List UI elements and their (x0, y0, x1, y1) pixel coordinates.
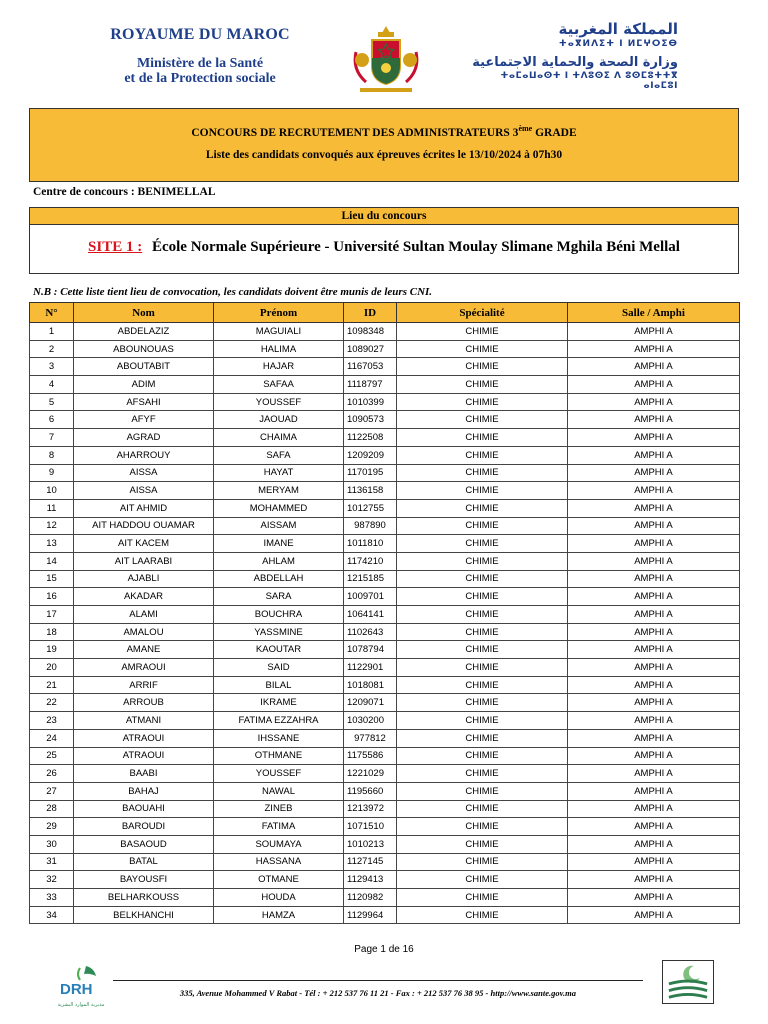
cell-specialite: CHIMIE (397, 358, 568, 376)
table-row (30, 482, 740, 500)
ministry-logo-icon (662, 960, 714, 1004)
cell-number: 29 (30, 818, 74, 836)
cell-nom: ARRIF (74, 676, 214, 694)
table-row (30, 429, 740, 447)
cell-id: 1136158 (344, 482, 397, 500)
cell-number: 9 (30, 464, 74, 482)
cell-specialite: CHIMIE (397, 835, 568, 853)
table-row (30, 765, 740, 783)
cell-specialite: CHIMIE (397, 623, 568, 641)
ministry-name-fr (100, 56, 300, 86)
cell-number: 2 (30, 340, 74, 358)
cell-number: 10 (30, 482, 74, 500)
royal-emblem-icon (348, 22, 424, 96)
cell-prenom: HAMZA (214, 906, 344, 924)
site-name: École Normale Supérieure - Université Sultan Moulay Slimane Mghila Béni Mellal (151, 239, 680, 255)
letterhead-arabic (468, 20, 678, 91)
cell-salle: AMPHI A (568, 446, 740, 464)
cell-prenom: BOUCHRA (214, 606, 344, 624)
cell-salle: AMPHI A (568, 889, 740, 907)
cell-nom: ARROUB (74, 694, 214, 712)
cell-prenom: SAFAA (214, 376, 344, 394)
page-number: Page 1 de 16 (354, 944, 414, 955)
table-row (30, 358, 740, 376)
cell-nom: AIT HADDOU OUAMAR (74, 517, 214, 535)
cell-specialite: CHIMIE (397, 853, 568, 871)
cell-nom: ABOUNOUAS (74, 340, 214, 358)
cell-nom: AHARROUY (74, 446, 214, 464)
cell-number: 27 (30, 782, 74, 800)
cell-salle: AMPHI A (568, 588, 740, 606)
cell-salle: AMPHI A (568, 782, 740, 800)
cell-id: 1122901 (344, 659, 397, 677)
cell-number: 26 (30, 765, 74, 783)
cell-salle: AMPHI A (568, 358, 740, 376)
cell-prenom: HASSANA (214, 853, 344, 871)
cell-nom: BAYOUSFI (74, 871, 214, 889)
cell-specialite: CHIMIE (397, 535, 568, 553)
cell-specialite: CHIMIE (397, 747, 568, 765)
cell-number: 32 (30, 871, 74, 889)
cell-nom: BAABI (74, 765, 214, 783)
table-row (30, 570, 740, 588)
cell-number: 8 (30, 446, 74, 464)
cell-id: 1213972 (344, 800, 397, 818)
cell-id: 1120982 (344, 889, 397, 907)
table-row (30, 853, 740, 871)
banner-title-sup: ème (518, 124, 533, 133)
cell-number: 22 (30, 694, 74, 712)
cell-specialite: CHIMIE (397, 570, 568, 588)
cell-id: 1011810 (344, 535, 397, 553)
cell-number: 14 (30, 552, 74, 570)
table-row (30, 340, 740, 358)
cell-id: 1209209 (344, 446, 397, 464)
table-row (30, 694, 740, 712)
cell-specialite: CHIMIE (397, 429, 568, 447)
exam-location-box (29, 207, 739, 274)
cell-id: 1102643 (344, 623, 397, 641)
cell-specialite: CHIMIE (397, 729, 568, 747)
candidates-table (29, 302, 740, 924)
cell-salle: AMPHI A (568, 464, 740, 482)
cell-id: 1129964 (344, 906, 397, 924)
table-row (30, 411, 740, 429)
cell-id: 1167053 (344, 358, 397, 376)
kingdom-name-ar: المملكة المغربية (558, 20, 678, 38)
cell-id: 1122508 (344, 429, 397, 447)
cell-prenom: ABDELLAH (214, 570, 344, 588)
cell-number: 30 (30, 835, 74, 853)
cell-number: 23 (30, 712, 74, 730)
table-body (30, 323, 740, 924)
column-header: Salle / Amphi (568, 303, 740, 323)
cell-prenom: FATIMA EZZAHRA (214, 712, 344, 730)
cell-salle: AMPHI A (568, 871, 740, 889)
cell-salle: AMPHI A (568, 482, 740, 500)
cell-number: 15 (30, 570, 74, 588)
cell-number: 34 (30, 906, 74, 924)
title-banner (29, 108, 739, 182)
column-header: Nom (74, 303, 214, 323)
cell-specialite: CHIMIE (397, 552, 568, 570)
cell-specialite: CHIMIE (397, 800, 568, 818)
cell-salle: AMPHI A (568, 623, 740, 641)
column-header: N° (30, 303, 74, 323)
cell-salle: AMPHI A (568, 765, 740, 783)
cell-salle: AMPHI A (568, 570, 740, 588)
cell-salle: AMPHI A (568, 747, 740, 765)
cell-specialite: CHIMIE (397, 765, 568, 783)
cell-specialite: CHIMIE (397, 340, 568, 358)
cell-salle: AMPHI A (568, 323, 740, 341)
cell-number: 4 (30, 376, 74, 394)
cell-nom: BASAOUD (74, 835, 214, 853)
cell-id: 1129413 (344, 871, 397, 889)
cell-nom: AIT LAARABI (74, 552, 214, 570)
cell-salle: AMPHI A (568, 659, 740, 677)
cell-salle: AMPHI A (568, 376, 740, 394)
cell-nom: ABDELAZIZ (74, 323, 214, 341)
table-row (30, 782, 740, 800)
cell-prenom: OTMANE (214, 871, 344, 889)
table-header-row (30, 303, 740, 323)
cell-nom: ATMANI (74, 712, 214, 730)
banner-title-suffix: GRADE (532, 127, 577, 139)
cell-id: 1215185 (344, 570, 397, 588)
table-row (30, 729, 740, 747)
cell-prenom: MERYAM (214, 482, 344, 500)
cell-specialite: CHIMIE (397, 694, 568, 712)
footer-address: 335, Avenue Mohammed V Rabat - Tél : + 212 537 76 11 21 - Fax : + 212 537 76 38 95 - http://www.sante.gov.ma (179, 988, 577, 998)
cell-prenom: YOUSSEF (214, 393, 344, 411)
cell-prenom: AISSAM (214, 517, 344, 535)
cell-number: 1 (30, 323, 74, 341)
table-row (30, 747, 740, 765)
cell-specialite: CHIMIE (397, 323, 568, 341)
table-row (30, 676, 740, 694)
cell-nom: AMANE (74, 641, 214, 659)
cell-nom: BAROUDI (74, 818, 214, 836)
cell-salle: AMPHI A (568, 411, 740, 429)
table-row (30, 376, 740, 394)
cell-id: 1174210 (344, 552, 397, 570)
cell-id: 987890 (344, 517, 397, 535)
table-row (30, 800, 740, 818)
cell-specialite: CHIMIE (397, 411, 568, 429)
cell-prenom: SAFA (214, 446, 344, 464)
cell-specialite: CHIMIE (397, 782, 568, 800)
cell-salle: AMPHI A (568, 535, 740, 553)
cell-number: 7 (30, 429, 74, 447)
cell-nom: AISSA (74, 482, 214, 500)
table-row (30, 446, 740, 464)
cell-salle: AMPHI A (568, 729, 740, 747)
cell-nom: ATRAOUI (74, 729, 214, 747)
cell-salle: AMPHI A (568, 517, 740, 535)
cell-salle: AMPHI A (568, 641, 740, 659)
cell-salle: AMPHI A (568, 800, 740, 818)
cell-number: 28 (30, 800, 74, 818)
cell-prenom: IMANE (214, 535, 344, 553)
site-line (30, 239, 738, 256)
table-row (30, 588, 740, 606)
cell-id: 1010213 (344, 835, 397, 853)
cell-prenom: YOUSSEF (214, 765, 344, 783)
cell-id: 1012755 (344, 499, 397, 517)
cell-number: 6 (30, 411, 74, 429)
cell-id: 977812 (344, 729, 397, 747)
cell-id: 1127145 (344, 853, 397, 871)
table-row (30, 393, 740, 411)
table-row (30, 835, 740, 853)
cell-nom: AKADAR (74, 588, 214, 606)
cell-nom: ADIM (74, 376, 214, 394)
cell-id: 1195660 (344, 782, 397, 800)
cell-id: 1170195 (344, 464, 397, 482)
ministry-name-tz: ⵜⴰⵎⴰⵡⴰⵙⵜ ⵏ ⵜⴷⵓⵙⵉ ⴷ ⵓⵙⵎⵓⵜⵜⴳ ⴰⵏⴰⵎⵓⵏ (500, 71, 678, 91)
table-row (30, 499, 740, 517)
letterhead (0, 0, 768, 105)
cell-nom: AFYF (74, 411, 214, 429)
table-row (30, 906, 740, 924)
table-row (30, 606, 740, 624)
table-row (30, 535, 740, 553)
table-row (30, 552, 740, 570)
cell-id: 1098348 (344, 323, 397, 341)
cell-salle: AMPHI A (568, 906, 740, 924)
cell-specialite: CHIMIE (397, 871, 568, 889)
cell-nom: AMRAOUI (74, 659, 214, 677)
cell-nom: ALAMI (74, 606, 214, 624)
cell-specialite: CHIMIE (397, 906, 568, 924)
exam-centre: Centre de concours : BENIMELLAL (33, 186, 216, 198)
cell-specialite: CHIMIE (397, 818, 568, 836)
cell-id: 1209071 (344, 694, 397, 712)
cell-number: 31 (30, 853, 74, 871)
cell-specialite: CHIMIE (397, 393, 568, 411)
ministry-line-2: et de la Protection sociale (124, 71, 276, 86)
cell-prenom: IHSSANE (214, 729, 344, 747)
cell-prenom: AHLAM (214, 552, 344, 570)
table-row (30, 659, 740, 677)
table-row (30, 712, 740, 730)
cell-specialite: CHIMIE (397, 889, 568, 907)
table-row (30, 323, 740, 341)
cell-nom: AGRAD (74, 429, 214, 447)
cell-prenom: SARA (214, 588, 344, 606)
cell-nom: BELHARKOUSS (74, 889, 214, 907)
cell-prenom: FATIMA (214, 818, 344, 836)
cell-id: 1089027 (344, 340, 397, 358)
location-header: Lieu du concours (30, 208, 738, 225)
cell-nom: BAHAJ (74, 782, 214, 800)
cell-nom: BAOUAHI (74, 800, 214, 818)
cell-salle: AMPHI A (568, 340, 740, 358)
column-header: Spécialité (397, 303, 568, 323)
cell-nom: AMALOU (74, 623, 214, 641)
cell-id: 1064141 (344, 606, 397, 624)
cell-number: 33 (30, 889, 74, 907)
cell-nom: ABOUTABIT (74, 358, 214, 376)
cell-prenom: IKRAME (214, 694, 344, 712)
table-row (30, 623, 740, 641)
cell-id: 1175586 (344, 747, 397, 765)
column-header: ID (344, 303, 397, 323)
cell-nom: AJABLI (74, 570, 214, 588)
cell-prenom: MAGUIALI (214, 323, 344, 341)
drh-logo-text: DRH (60, 981, 93, 998)
cell-number: 18 (30, 623, 74, 641)
cell-number: 17 (30, 606, 74, 624)
cell-prenom: SAID (214, 659, 344, 677)
letterhead-french (100, 26, 300, 86)
cell-salle: AMPHI A (568, 676, 740, 694)
table-row (30, 464, 740, 482)
cell-salle: AMPHI A (568, 853, 740, 871)
cell-prenom: ZINEB (214, 800, 344, 818)
cell-specialite: CHIMIE (397, 641, 568, 659)
cell-nom: ATRAOUI (74, 747, 214, 765)
cell-prenom: HAYAT (214, 464, 344, 482)
cell-prenom: HALIMA (214, 340, 344, 358)
cell-specialite: CHIMIE (397, 676, 568, 694)
cell-number: 12 (30, 517, 74, 535)
cell-prenom: KAOUTAR (214, 641, 344, 659)
kingdom-name-fr: ROYAUME DU MAROC (110, 26, 290, 43)
cell-id: 1090573 (344, 411, 397, 429)
table-row (30, 818, 740, 836)
cell-id: 1030200 (344, 712, 397, 730)
cell-id: 1221029 (344, 765, 397, 783)
drh-logo-subtext: مديرية الموارد البشرية (57, 1002, 105, 1008)
cell-prenom: MOHAMMED (214, 499, 344, 517)
cell-prenom: JAOUAD (214, 411, 344, 429)
cell-prenom: HOUDA (214, 889, 344, 907)
cell-specialite: CHIMIE (397, 659, 568, 677)
footer (0, 960, 768, 1024)
cell-salle: AMPHI A (568, 712, 740, 730)
cell-specialite: CHIMIE (397, 712, 568, 730)
cell-prenom: CHAIMA (214, 429, 344, 447)
cell-nom: AIT KACEM (74, 535, 214, 553)
cell-id: 1010399 (344, 393, 397, 411)
cell-prenom: YASSMINE (214, 623, 344, 641)
notice-text: N.B : Cette liste tient lieu de convocation, les candidats doivent être munis de leurs CNI. (33, 286, 433, 298)
cell-number: 16 (30, 588, 74, 606)
cell-number: 24 (30, 729, 74, 747)
cell-salle: AMPHI A (568, 429, 740, 447)
cell-number: 19 (30, 641, 74, 659)
cell-specialite: CHIMIE (397, 517, 568, 535)
cell-nom: AFSAHI (74, 393, 214, 411)
banner-subtitle: Liste des candidats convoqués aux épreuves écrites le 13/10/2024 à 07h30 (205, 149, 563, 161)
cell-specialite: CHIMIE (397, 376, 568, 394)
cell-id: 1018081 (344, 676, 397, 694)
cell-salle: AMPHI A (568, 835, 740, 853)
cell-prenom: NAWAL (214, 782, 344, 800)
cell-prenom: HAJAR (214, 358, 344, 376)
cell-id: 1078794 (344, 641, 397, 659)
cell-salle: AMPHI A (568, 606, 740, 624)
cell-number: 25 (30, 747, 74, 765)
cell-id: 1071510 (344, 818, 397, 836)
cell-salle: AMPHI A (568, 694, 740, 712)
cell-nom: BELKHANCHI (74, 906, 214, 924)
cell-salle: AMPHI A (568, 393, 740, 411)
site-label: SITE 1 : (88, 239, 143, 255)
cell-prenom: SOUMAYA (214, 835, 344, 853)
cell-salle: AMPHI A (568, 499, 740, 517)
table-row (30, 871, 740, 889)
column-header: Prénom (214, 303, 344, 323)
cell-number: 5 (30, 393, 74, 411)
cell-number: 3 (30, 358, 74, 376)
cell-specialite: CHIMIE (397, 499, 568, 517)
drh-logo-icon (56, 962, 106, 1012)
cell-salle: AMPHI A (568, 552, 740, 570)
cell-prenom: BILAL (214, 676, 344, 694)
cell-number: 11 (30, 499, 74, 517)
table-row (30, 641, 740, 659)
banner-title (30, 124, 738, 139)
cell-nom: AISSA (74, 464, 214, 482)
cell-nom: AIT AHMID (74, 499, 214, 517)
table-row (30, 889, 740, 907)
cell-number: 20 (30, 659, 74, 677)
cell-salle: AMPHI A (568, 818, 740, 836)
ministry-line-1: Ministère de la Santé (136, 56, 264, 71)
cell-id: 1009701 (344, 588, 397, 606)
cell-number: 21 (30, 676, 74, 694)
cell-id: 1118797 (344, 376, 397, 394)
cell-nom: BATAL (74, 853, 214, 871)
kingdom-name-tz: ⵜⴰⴳⵍⴷⵉⵜ ⵏ ⵍⵎⵖⵔⵉⴱ (558, 39, 678, 49)
cell-specialite: CHIMIE (397, 588, 568, 606)
ministry-name-ar: وزارة الصحة والحماية الاجتماعية (472, 55, 678, 70)
cell-specialite: CHIMIE (397, 606, 568, 624)
cell-specialite: CHIMIE (397, 464, 568, 482)
cell-specialite: CHIMIE (397, 446, 568, 464)
cell-number: 13 (30, 535, 74, 553)
cell-specialite: CHIMIE (397, 482, 568, 500)
footer-divider (113, 980, 643, 981)
banner-title-prefix: CONCOURS DE RECRUTEMENT DES ADMINISTRATEURS 3 (191, 127, 519, 139)
cell-prenom: OTHMANE (214, 747, 344, 765)
table-row (30, 517, 740, 535)
